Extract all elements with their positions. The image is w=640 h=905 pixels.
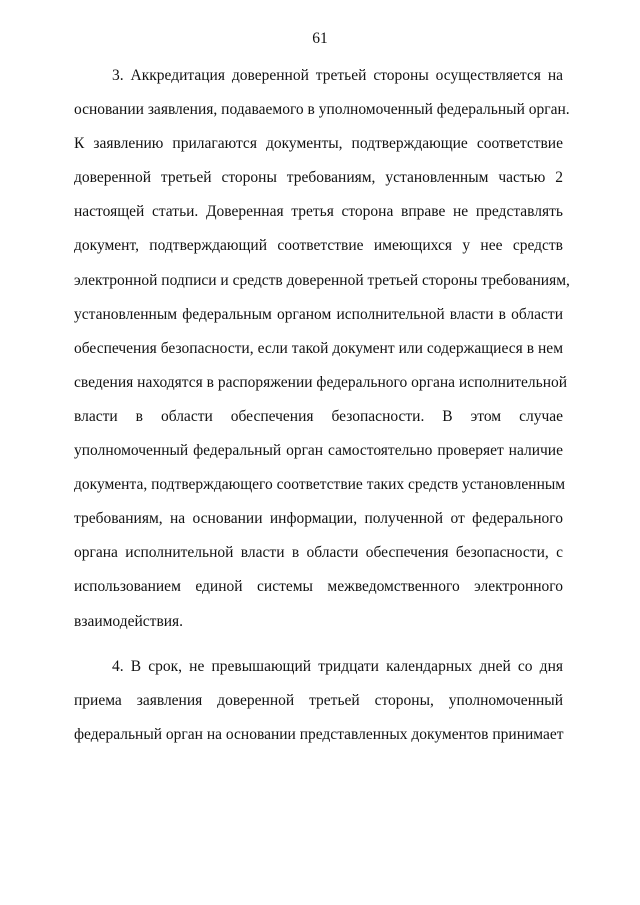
- text-line: приема заявления доверенной третьей стороны, уполномоченный: [74, 691, 563, 709]
- text-line: настоящей статьи. Доверенная третья сторона вправе не представлять: [74, 203, 563, 221]
- text-line: сведения находятся в распоряжении федерального органа исполнительной: [74, 373, 568, 391]
- text-line: федеральный орган на основании представленных документов принимает: [74, 725, 564, 743]
- text-line: органа исполнительной власти в области обеспечения безопасности, с: [74, 544, 563, 562]
- text-line: власти в области обеспечения безопасности. В этом случае: [74, 407, 563, 425]
- text-line: документа, подтверждающего соответствие таких средств установленным: [74, 476, 566, 494]
- page-number: 61: [312, 30, 328, 47]
- text-line: доверенной третьей стороны требованиям, установленным частью 2: [74, 169, 563, 187]
- text-line: обеспечения безопасности, если такой документ или содержащиеся в нем: [74, 339, 563, 357]
- text-line: основании заявления, подаваемого в уполномоченный федеральный орган.: [74, 101, 570, 119]
- text-line: взаимодействия.: [74, 612, 184, 630]
- paragraph-4: [74, 656, 563, 758]
- text-line: К заявлению прилагаются документы, подтверждающие соответствие: [74, 135, 563, 153]
- text-line: требованиям, на основании информации, полученной от федерального: [74, 510, 563, 528]
- text-line: 3. Аккредитация доверенной третьей стороны осуществляется на: [112, 67, 563, 84]
- text-line: 4. В срок, не превышающий тридцати календарных дней со дня: [112, 657, 563, 675]
- text-line: использованием единой системы межведомственного электронного: [74, 578, 563, 596]
- text-line: уполномоченный федеральный орган самостоятельно проверяет наличие: [74, 442, 563, 460]
- text-line: установленным федеральным органом исполнительной власти в области: [74, 305, 563, 323]
- text-line: электронной подписи и средств доверенной третьей стороны требованиям,: [74, 271, 570, 289]
- paragraph-3: [74, 65, 570, 645]
- document-body: [74, 65, 570, 758]
- text-line: документ, подтверждающий соответствие имеющихся у нее средств: [74, 237, 563, 255]
